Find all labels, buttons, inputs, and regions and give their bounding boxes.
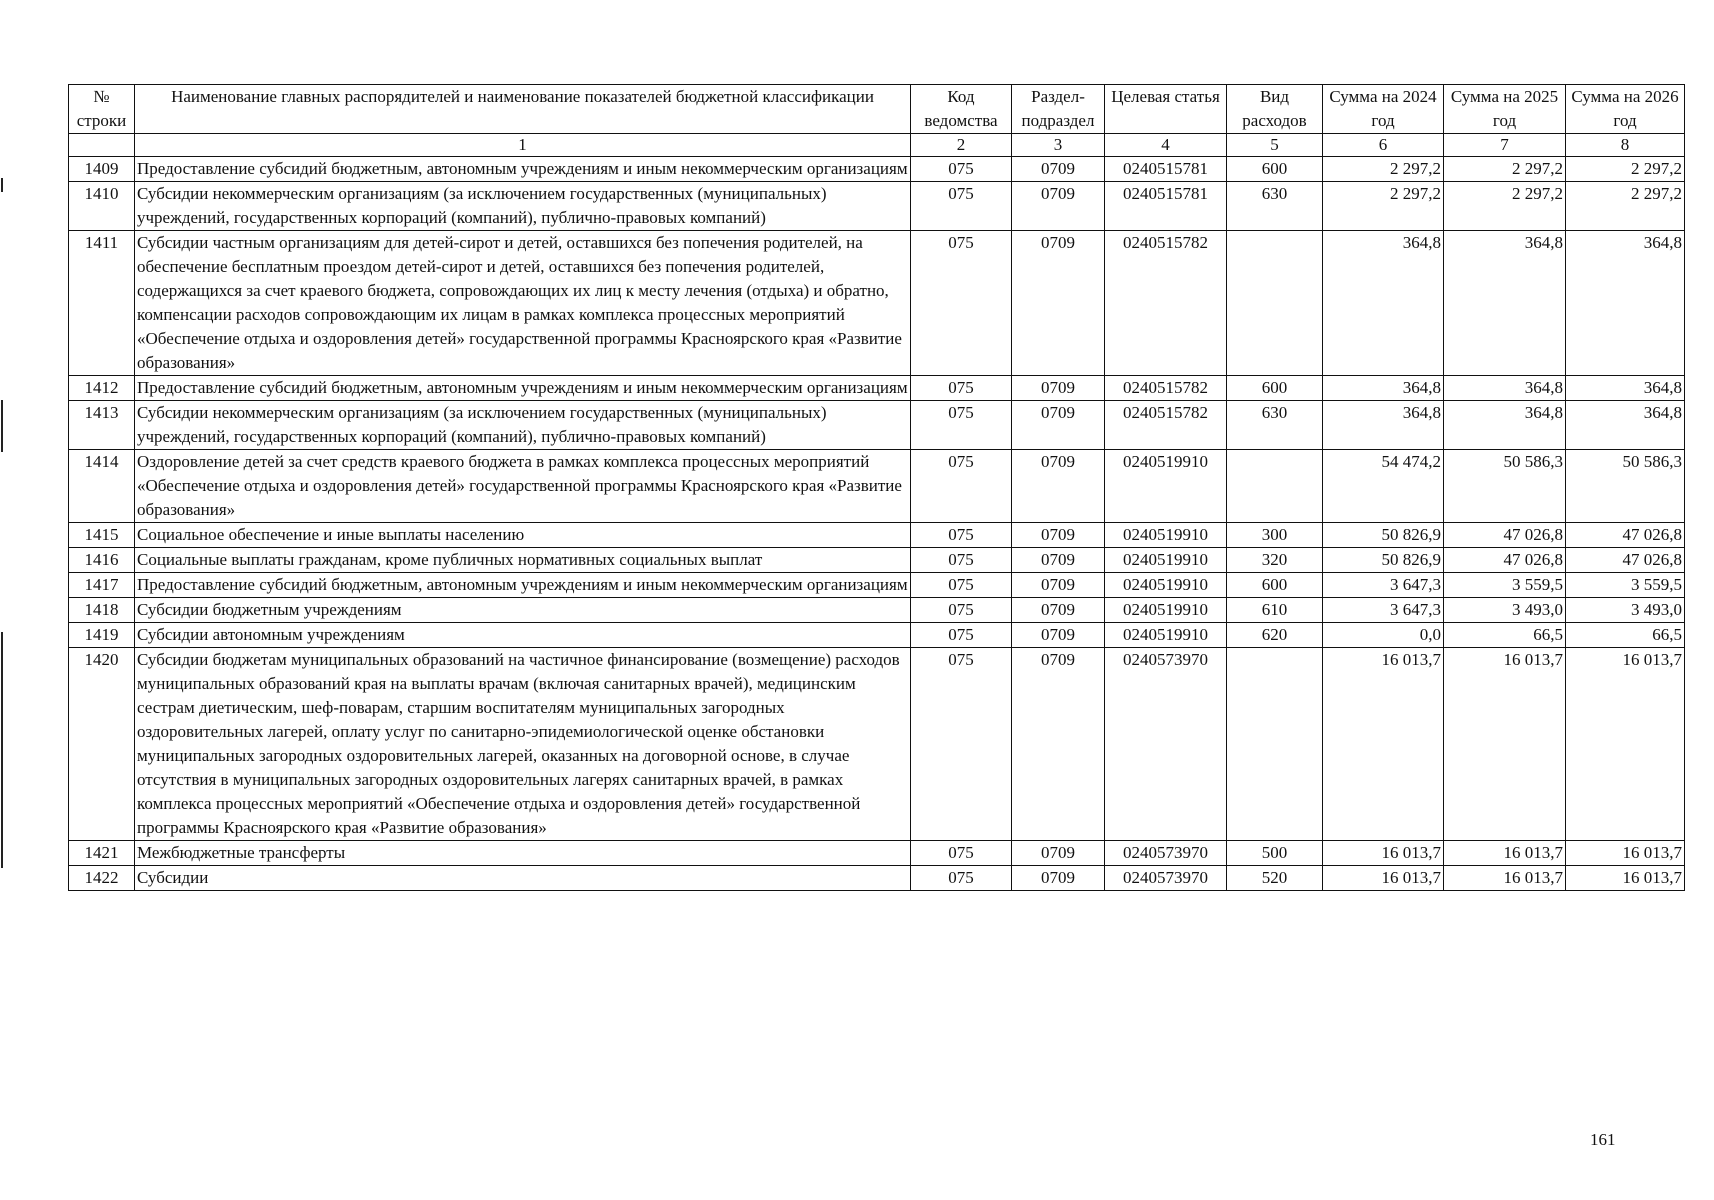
row-target-article: 0240573970 bbox=[1105, 841, 1227, 866]
column-number bbox=[69, 134, 135, 157]
row-ved-code: 075 bbox=[911, 182, 1012, 231]
row-section-code: 0709 bbox=[1012, 866, 1105, 891]
row-sum-2025: 16 013,7 bbox=[1444, 648, 1566, 841]
row-name: Социальные выплаты гражданам, кроме публичных нормативных социальных выплат bbox=[135, 548, 911, 573]
row-number: 1410 bbox=[69, 182, 135, 231]
row-sum-2025: 16 013,7 bbox=[1444, 841, 1566, 866]
row-expense-type: 610 bbox=[1227, 598, 1323, 623]
row-sum-2024: 364,8 bbox=[1323, 231, 1444, 376]
table-row bbox=[69, 841, 1685, 866]
row-sum-2026: 364,8 bbox=[1566, 376, 1685, 401]
row-number: 1409 bbox=[69, 157, 135, 182]
row-sum-2024: 2 297,2 bbox=[1323, 182, 1444, 231]
row-name: Субсидии частным организациям для детей-сирот и детей, оставшихся без попечения родителей, на обеспечение бесплатным проездом детей-сирот и детей, оставшихся без попечения родителей, содержащихся за счет краевого бюджета, сопровождающих их лиц к месту лечения (отдыха) и обратно, компенсации расходов сопровождающим их лицам в рамках комплекса процессных мероприятий «Обеспечение отдыха и оздоровления детей» государственной программы Красноярского края «Развитие образования» bbox=[135, 231, 911, 376]
row-name: Субсидии bbox=[135, 866, 911, 891]
column-number: 8 bbox=[1566, 134, 1685, 157]
row-sum-2026: 2 297,2 bbox=[1566, 157, 1685, 182]
column-number: 5 bbox=[1227, 134, 1323, 157]
row-ved-code: 075 bbox=[911, 231, 1012, 376]
row-sum-2026: 2 297,2 bbox=[1566, 182, 1685, 231]
row-section-code: 0709 bbox=[1012, 623, 1105, 648]
row-section-code: 0709 bbox=[1012, 157, 1105, 182]
header-article: Целевая статья bbox=[1105, 85, 1227, 134]
scan-mark bbox=[1, 178, 3, 192]
row-name: Субсидии некоммерческим организациям (за исключением государственных (муниципальных) учреждений, государственных корпораций (компаний), публично-правовых компаний) bbox=[135, 401, 911, 450]
row-expense-type bbox=[1227, 648, 1323, 841]
row-name: Оздоровление детей за счет средств краевого бюджета в рамках комплекса процессных мероприятий «Обеспечение отдыха и оздоровления детей» государственной программы Красноярского края «Развитие образования» bbox=[135, 450, 911, 523]
row-name: Субсидии некоммерческим организациям (за исключением государственных (муниципальных) учреждений, государственных корпораций (компаний), публично-правовых компаний) bbox=[135, 182, 911, 231]
table-row bbox=[69, 450, 1685, 523]
column-number: 2 bbox=[911, 134, 1012, 157]
row-expense-type bbox=[1227, 231, 1323, 376]
row-sum-2024: 16 013,7 bbox=[1323, 841, 1444, 866]
row-sum-2026: 364,8 bbox=[1566, 401, 1685, 450]
row-sum-2024: 3 647,3 bbox=[1323, 573, 1444, 598]
header-sum-2025: Сумма на 2025 год bbox=[1444, 85, 1566, 134]
row-sum-2025: 2 297,2 bbox=[1444, 157, 1566, 182]
row-section-code: 0709 bbox=[1012, 598, 1105, 623]
row-sum-2026: 50 586,3 bbox=[1566, 450, 1685, 523]
table-row bbox=[69, 231, 1685, 376]
row-sum-2024: 50 826,9 bbox=[1323, 523, 1444, 548]
row-expense-type: 600 bbox=[1227, 376, 1323, 401]
row-name: Межбюджетные трансферты bbox=[135, 841, 911, 866]
header-type: Вид расходов bbox=[1227, 85, 1323, 134]
row-sum-2026: 16 013,7 bbox=[1566, 648, 1685, 841]
row-sum-2026: 16 013,7 bbox=[1566, 841, 1685, 866]
row-ved-code: 075 bbox=[911, 450, 1012, 523]
row-sum-2026: 47 026,8 bbox=[1566, 523, 1685, 548]
row-sum-2026: 66,5 bbox=[1566, 623, 1685, 648]
row-sum-2025: 66,5 bbox=[1444, 623, 1566, 648]
row-section-code: 0709 bbox=[1012, 548, 1105, 573]
row-ved-code: 075 bbox=[911, 841, 1012, 866]
row-ved-code: 075 bbox=[911, 401, 1012, 450]
row-sum-2025: 3 493,0 bbox=[1444, 598, 1566, 623]
row-expense-type: 520 bbox=[1227, 866, 1323, 891]
table-body bbox=[69, 157, 1685, 891]
row-section-code: 0709 bbox=[1012, 450, 1105, 523]
row-number: 1422 bbox=[69, 866, 135, 891]
row-ved-code: 075 bbox=[911, 157, 1012, 182]
table-row bbox=[69, 866, 1685, 891]
table-row bbox=[69, 598, 1685, 623]
row-target-article: 0240515782 bbox=[1105, 401, 1227, 450]
row-ved-code: 075 bbox=[911, 866, 1012, 891]
row-section-code: 0709 bbox=[1012, 573, 1105, 598]
row-sum-2025: 364,8 bbox=[1444, 376, 1566, 401]
row-sum-2025: 364,8 bbox=[1444, 231, 1566, 376]
row-ved-code: 075 bbox=[911, 523, 1012, 548]
row-sum-2026: 364,8 bbox=[1566, 231, 1685, 376]
table-row bbox=[69, 648, 1685, 841]
row-expense-type: 630 bbox=[1227, 182, 1323, 231]
row-number: 1415 bbox=[69, 523, 135, 548]
row-section-code: 0709 bbox=[1012, 182, 1105, 231]
row-number: 1413 bbox=[69, 401, 135, 450]
table-row bbox=[69, 573, 1685, 598]
row-name: Предоставление субсидий бюджетным, автономным учреждениям и иным некоммерческим организациям bbox=[135, 376, 911, 401]
row-section-code: 0709 bbox=[1012, 523, 1105, 548]
row-name: Социальное обеспечение и иные выплаты населению bbox=[135, 523, 911, 548]
row-ved-code: 075 bbox=[911, 623, 1012, 648]
row-expense-type: 300 bbox=[1227, 523, 1323, 548]
row-expense-type: 600 bbox=[1227, 573, 1323, 598]
row-target-article: 0240515781 bbox=[1105, 182, 1227, 231]
table-row bbox=[69, 376, 1685, 401]
row-section-code: 0709 bbox=[1012, 841, 1105, 866]
row-expense-type: 320 bbox=[1227, 548, 1323, 573]
row-target-article: 0240519910 bbox=[1105, 548, 1227, 573]
row-sum-2025: 364,8 bbox=[1444, 401, 1566, 450]
column-number: 1 bbox=[135, 134, 911, 157]
row-section-code: 0709 bbox=[1012, 648, 1105, 841]
column-number: 7 bbox=[1444, 134, 1566, 157]
row-name: Субсидии автономным учреждениям bbox=[135, 623, 911, 648]
row-sum-2025: 47 026,8 bbox=[1444, 548, 1566, 573]
header-name: Наименование главных распорядителей и наименование показателей бюджетной классификации bbox=[135, 85, 911, 134]
row-target-article: 0240515782 bbox=[1105, 376, 1227, 401]
header-sum-2026: Сумма на 2026 год bbox=[1566, 85, 1685, 134]
row-ved-code: 075 bbox=[911, 598, 1012, 623]
row-target-article: 0240519910 bbox=[1105, 623, 1227, 648]
row-sum-2026: 47 026,8 bbox=[1566, 548, 1685, 573]
row-section-code: 0709 bbox=[1012, 401, 1105, 450]
scan-mark bbox=[1, 400, 3, 452]
budget-table bbox=[68, 84, 1685, 891]
header-ved: Код ведомства bbox=[911, 85, 1012, 134]
row-sum-2025: 47 026,8 bbox=[1444, 523, 1566, 548]
page-number: 161 bbox=[1590, 1130, 1616, 1149]
row-expense-type: 500 bbox=[1227, 841, 1323, 866]
row-sum-2024: 16 013,7 bbox=[1323, 648, 1444, 841]
row-sum-2024: 0,0 bbox=[1323, 623, 1444, 648]
row-section-code: 0709 bbox=[1012, 376, 1105, 401]
row-name: Предоставление субсидий бюджетным, автономным учреждениям и иным некоммерческим организациям bbox=[135, 157, 911, 182]
column-number: 3 bbox=[1012, 134, 1105, 157]
row-sum-2024: 54 474,2 bbox=[1323, 450, 1444, 523]
table-row bbox=[69, 401, 1685, 450]
row-sum-2025: 3 559,5 bbox=[1444, 573, 1566, 598]
row-sum-2026: 3 493,0 bbox=[1566, 598, 1685, 623]
row-expense-type: 630 bbox=[1227, 401, 1323, 450]
row-sum-2024: 364,8 bbox=[1323, 376, 1444, 401]
row-target-article: 0240515782 bbox=[1105, 231, 1227, 376]
header-sum-2024: Сумма на 2024 год bbox=[1323, 85, 1444, 134]
row-target-article: 0240573970 bbox=[1105, 866, 1227, 891]
row-target-article: 0240573970 bbox=[1105, 648, 1227, 841]
scan-mark bbox=[1, 632, 3, 868]
row-number: 1421 bbox=[69, 841, 135, 866]
row-number: 1419 bbox=[69, 623, 135, 648]
row-target-article: 0240519910 bbox=[1105, 573, 1227, 598]
row-ved-code: 075 bbox=[911, 648, 1012, 841]
row-sum-2025: 2 297,2 bbox=[1444, 182, 1566, 231]
header-num: № строки bbox=[69, 85, 135, 134]
table-row bbox=[69, 523, 1685, 548]
row-sum-2024: 364,8 bbox=[1323, 401, 1444, 450]
row-name: Субсидии бюджетам муниципальных образований на частичное финансирование (возмещение) расходов муниципальных образований края на выплаты врачам (включая санитарных врачей), медицинским сестрам диетическим, шеф-поварам, старшим воспитателям муниципальных загородных оздоровительных лагерей, оплату услуг по санитарно-эпидемиологической оценке обстановки муниципальных загородных оздоровительных лагерей, оказанных на договорной основе, в случае отсутствия в муниципальных загородных оздоровительных лагерях санитарных врачей, в рамках комплекса процессных мероприятий «Обеспечение отдыха и оздоровления детей» государственной программы Красноярского края «Развитие образования» bbox=[135, 648, 911, 841]
header-section: Раздел-подраздел bbox=[1012, 85, 1105, 134]
column-number-row bbox=[69, 134, 1685, 157]
table-row bbox=[69, 157, 1685, 182]
row-number: 1420 bbox=[69, 648, 135, 841]
row-target-article: 0240515781 bbox=[1105, 157, 1227, 182]
row-ved-code: 075 bbox=[911, 376, 1012, 401]
row-sum-2024: 3 647,3 bbox=[1323, 598, 1444, 623]
row-section-code: 0709 bbox=[1012, 231, 1105, 376]
column-number: 6 bbox=[1323, 134, 1444, 157]
row-target-article: 0240519910 bbox=[1105, 450, 1227, 523]
row-sum-2025: 16 013,7 bbox=[1444, 866, 1566, 891]
row-number: 1412 bbox=[69, 376, 135, 401]
row-expense-type bbox=[1227, 450, 1323, 523]
row-name: Субсидии бюджетным учреждениям bbox=[135, 598, 911, 623]
row-sum-2026: 16 013,7 bbox=[1566, 866, 1685, 891]
table-row bbox=[69, 548, 1685, 573]
row-name: Предоставление субсидий бюджетным, автономным учреждениям и иным некоммерческим организациям bbox=[135, 573, 911, 598]
row-sum-2024: 16 013,7 bbox=[1323, 866, 1444, 891]
row-target-article: 0240519910 bbox=[1105, 598, 1227, 623]
table-row bbox=[69, 182, 1685, 231]
row-expense-type: 600 bbox=[1227, 157, 1323, 182]
row-sum-2024: 2 297,2 bbox=[1323, 157, 1444, 182]
row-number: 1418 bbox=[69, 598, 135, 623]
row-target-article: 0240519910 bbox=[1105, 523, 1227, 548]
row-ved-code: 075 bbox=[911, 573, 1012, 598]
row-expense-type: 620 bbox=[1227, 623, 1323, 648]
row-number: 1417 bbox=[69, 573, 135, 598]
row-number: 1411 bbox=[69, 231, 135, 376]
row-sum-2024: 50 826,9 bbox=[1323, 548, 1444, 573]
row-number: 1416 bbox=[69, 548, 135, 573]
row-sum-2025: 50 586,3 bbox=[1444, 450, 1566, 523]
row-sum-2026: 3 559,5 bbox=[1566, 573, 1685, 598]
header-row bbox=[69, 85, 1685, 134]
row-number: 1414 bbox=[69, 450, 135, 523]
column-number: 4 bbox=[1105, 134, 1227, 157]
table-row bbox=[69, 623, 1685, 648]
row-ved-code: 075 bbox=[911, 548, 1012, 573]
